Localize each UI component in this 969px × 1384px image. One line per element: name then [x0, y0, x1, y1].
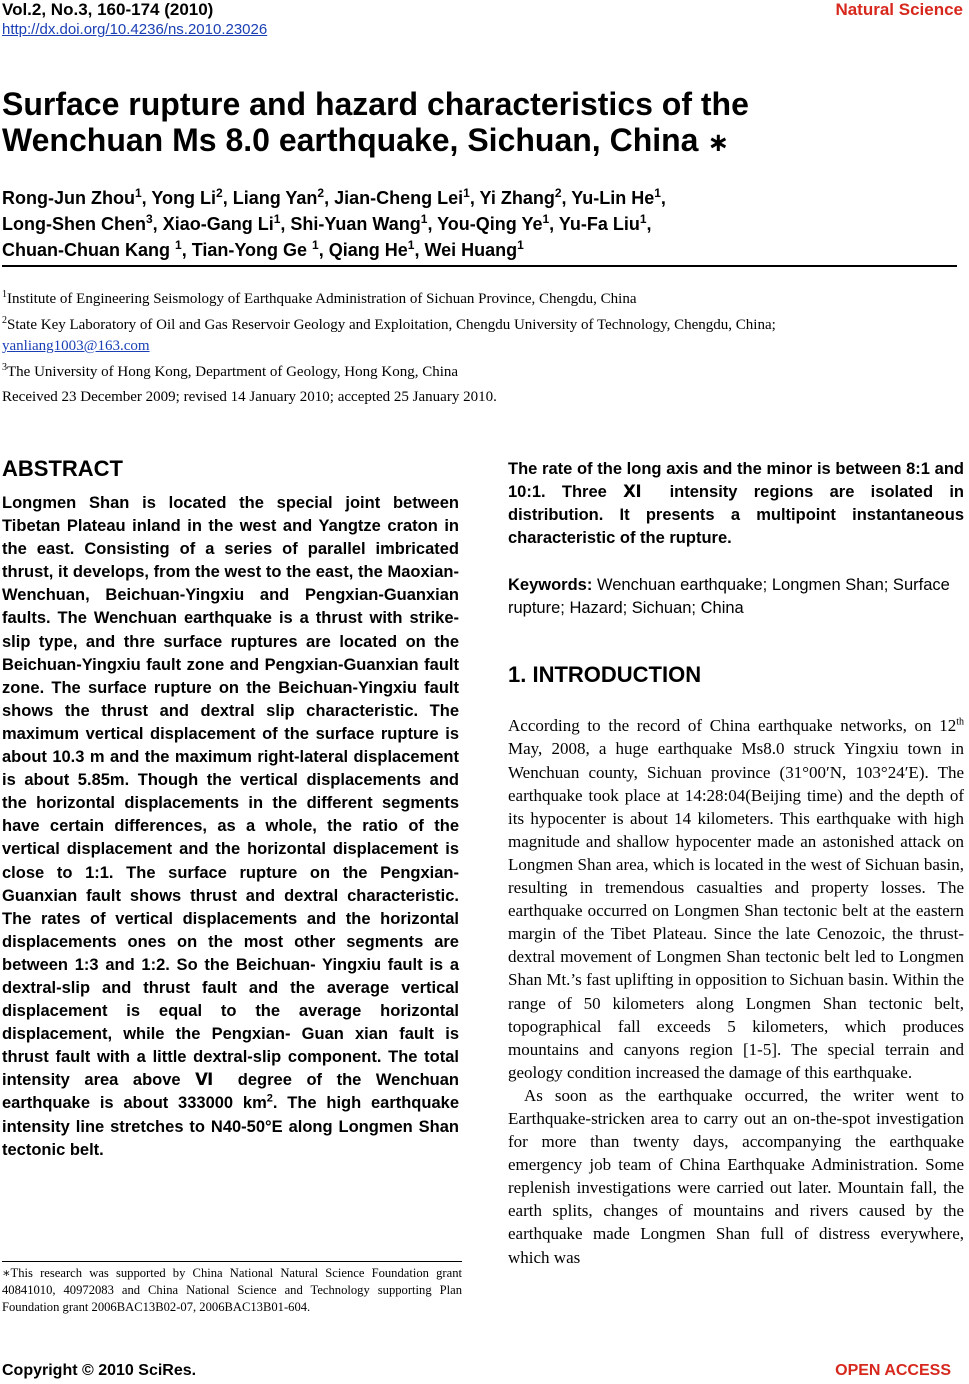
keywords-label: Keywords: [508, 576, 593, 595]
abstract-text-part: degree of the Wenchuan earthquake is about 333000 km [2, 1071, 459, 1113]
author [2, 188, 151, 208]
footnote-divider [2, 1261, 462, 1262]
author [437, 214, 559, 234]
author-separator: , [414, 240, 425, 260]
copyright-notice: Copyright © 2010 SciRes. [2, 1362, 197, 1379]
header-divider [2, 265, 957, 267]
paragraph-text: May, 2008, a huge earthquake Ms8.0 struck Yingxiu town in Wenchuan county, Sichuan province (31°00′N, 103°24′E). The earthquake took place at 14:28:04(Beijing time) and the depth of its hypocenter is about 14 kilometers. This earthquake with high magnitude and shallow hypocenter made an astonished attack on Longmen Shan area, which is located in the west of Sichuan basin, resulting in tremendous casualties and property losses. The earthquake occurred on Longmen Shan tectonic belt at the eastern margin of the Tibet Plateau. Since the late Cenozoic, the thrust-dextral movement of Longmen Shan tectonic belt led to Longmen Shan Mt.’s fast uplifting in opposition to Sichuan basin. Within the range of 50 kilometers along Longmen Shan tectonic belt, topographical fall exceeds 5 kilometers, which produces mountains and canyons region [1-5]. The special terrain and geology condition increased the damage of this earthquake. [508, 739, 964, 1082]
introduction-paragraph-2: As soon as the earthquake occurred, the writer went to Earthquake-stricken area to carry out an on-the-spot investigation for more than twenty days, accompanying the earthquake emergency job team of China Earthquake Administration. Some replenish investigations were carried out later. Mountain fall, the earth splits, changes of mountains and rivers caused by the earthquake made Longmen Shan full of distress everywhere, which was [508, 1085, 964, 1267]
author [329, 240, 425, 260]
keywords-text: Wenchuan earthquake; Longmen Shan; Surface rupture; Hazard; Sichuan; China [508, 576, 950, 618]
abstract-text [2, 492, 459, 1162]
author-affiliation-mark: 1 [312, 238, 319, 252]
author-name: Wei Huang [424, 240, 518, 260]
author-affiliation-mark: 1 [134, 186, 142, 200]
author [2, 214, 163, 234]
author-separator: , [181, 240, 192, 260]
author-name: Long-Shen Chen [2, 214, 146, 234]
author-separator: , [141, 188, 152, 208]
right-column [508, 458, 964, 1269]
author-name: You-Qing Ye [437, 214, 543, 234]
author-affiliation-mark: 1 [542, 212, 550, 226]
author-name: Liang Yan [232, 188, 318, 208]
introduction-paragraph-1 [508, 714, 964, 1084]
author-affiliation-mark: 1 [407, 238, 415, 252]
author [334, 188, 479, 208]
author [151, 188, 232, 208]
intensity-roman-eleven: Ⅺ [623, 483, 654, 502]
author-separator: , [660, 188, 666, 208]
abstract-text-part: The rate of the long axis and the minor is between 8:1 and 10:1. Three [508, 460, 964, 502]
author-affiliation-mark: 2 [554, 186, 562, 200]
author-separator: , [427, 214, 438, 234]
affiliation-2 [2, 310, 964, 357]
left-column [2, 456, 459, 1162]
author [290, 214, 437, 234]
abstract-text-part: Longmen Shan is located the special joint between Tibetan Plateau inland in the west and Yangtze craton in the east. Consisting of a series of parallel imbricated thrust, it develops, from the west to the east, the Maoxian-Wenchuan, Beichuan-Yingxiu and Pengxian-Guanxian faults. The Wenchuan earthquake is a thrust with strike-slip type, and thre surface ruptures are located on the Beichuan-Yingxiu fault zone and Pengxian-Guanxian fault zone. The surface rupture on the Beichuan-Yingxiu fault shows the thrust and dextral slip characteristic. The maximum vertical displacement of the surface rupture is about 10.3 m and the maximum right-lateral displacement is about 5.85m. Though the vertical displacements and the horizontal displacements in the different segments have certain differences, as a whole, the ratio of the vertical displacement and the horizontal displacement is close to 1:1. The surface rupture on the Pengxian-Guanxian fault shows thrust and dextral characteristic. The rates of vertical displacements and the horizontal displacements ones on the most other segments are between 1:3 and 1:2. So the Beichuan- Yingxiu fault is a dextral-slip and thrust fault and the average vertical displacement is equal to the average horizontal displacement, while the Pengxian- Guan xian fault is thrust fault with a little dextral-slip component. The total intensity area above [2, 494, 459, 1090]
introduction-heading: 1. INTRODUCTION [508, 662, 702, 688]
author-affiliation-mark: 1 [517, 238, 524, 252]
ordinal-suffix: th [956, 716, 964, 728]
author-affiliation-mark: 3 [145, 212, 153, 226]
received-dates: Received 23 December 2009; revised 14 January 2010; accepted 25 January 2010. [2, 389, 497, 405]
title-line-2-text: Wenchuan Ms 8.0 earthquake, Sichuan, China [2, 122, 699, 158]
affiliation-text: State Key Laboratory of Oil and Gas Reservoir Geology and Exploitation, Chengdu University of Technology, Chengdu, China; [7, 317, 776, 333]
author-list [2, 185, 952, 263]
author-affiliation-mark: 1 [654, 186, 661, 200]
author-name: Qiang He [328, 240, 408, 260]
author-name: Jian-Cheng Lei [334, 188, 464, 208]
author-name: Yong Li [151, 188, 216, 208]
author-affiliation-mark: 1 [175, 238, 182, 252]
title-footnote-star: ∗ [707, 127, 730, 157]
author [559, 214, 652, 234]
author-separator: , [561, 188, 572, 208]
author-separator: , [152, 214, 163, 234]
author-affiliation-mark: 1 [639, 212, 647, 226]
journal-brand: Natural Science [835, 0, 963, 19]
author-separator: , [324, 188, 335, 208]
author-affiliation-mark: 1 [463, 186, 470, 200]
doi-link[interactable]: http://dx.doi.org/10.4236/ns.2010.23026 [2, 21, 268, 38]
affiliation-number: 3 [2, 362, 7, 373]
journal-reference: Vol.2, No.3, 160-174 (2010) [2, 0, 214, 19]
author-name: Tian-Yong Ge [191, 240, 313, 260]
email-link[interactable]: yanliang1003@163.com [2, 338, 150, 354]
author [480, 188, 572, 208]
abstract-continuation [508, 458, 964, 550]
author-name: Yi Zhang [479, 188, 555, 208]
author-name: Chuan-Chuan Kang [2, 240, 175, 260]
funding-footnote: ∗This research was supported by China National Natural Science Foundation grant 40841010, 40972083 and China National Science and Technology supporting Plan Foundation grant 2006BAC13B02-07, 2006BAC13B01-604. [2, 1266, 462, 1314]
author [233, 188, 334, 208]
author [2, 240, 192, 260]
author-separator: , [318, 240, 329, 260]
author-affiliation-mark: 2 [317, 186, 325, 200]
author [424, 240, 523, 260]
abstract-heading: ABSTRACT [2, 456, 123, 481]
author-separator: , [549, 214, 559, 234]
author-affiliation-mark: 1 [420, 212, 428, 226]
author-name: Xiao-Gang Li [162, 214, 274, 234]
paragraph-text: According to the record of China earthquake networks, on 12 [508, 716, 957, 736]
open-access-label: OPEN ACCESS [835, 1362, 951, 1379]
author-separator: , [222, 188, 233, 208]
affiliation-1 [2, 284, 964, 310]
affiliations [2, 284, 964, 383]
author-affiliation-mark: 2 [216, 186, 223, 200]
author-name: Yu-Fa Liu [558, 214, 640, 234]
author-name: Rong-Jun Zhou [2, 188, 135, 208]
author-name: Yu-Lin He [571, 188, 655, 208]
abstract-text-part: . The high earthquake intensity line stretches to N40-50°E along Longmen Shan tectonic belt. [2, 1094, 459, 1159]
affiliation-number: 1 [2, 289, 7, 300]
title-line-1: Surface rupture and hazard characteristics of the [2, 86, 749, 122]
author [192, 240, 329, 260]
affiliation-number: 2 [2, 315, 7, 326]
affiliation-3 [2, 357, 964, 383]
intensity-roman-six: Ⅵ [195, 1071, 224, 1090]
affiliation-text: The University of Hong Kong, Department of Geology, Hong Kong, China [7, 364, 459, 380]
affiliation-text: Institute of Engineering Seismology of Earthquake Administration of Sichuan Province, Chengdu, China [7, 291, 637, 307]
author-affiliation-mark: 1 [273, 212, 281, 226]
author-separator: , [469, 188, 480, 208]
keywords [508, 574, 964, 620]
author [163, 214, 291, 234]
title-line-2 [2, 122, 942, 160]
superscript-two: 2 [266, 1092, 273, 1105]
author [571, 188, 666, 208]
abstract-text-part: intensity regions are isolated in distribution. It presents a multipoint instantaneous characteristic of the rupture. [508, 483, 964, 548]
author-separator: , [280, 214, 291, 234]
author-separator: , [646, 214, 652, 234]
author-name: Shi-Yuan Wang [290, 214, 421, 234]
paper-title [2, 86, 942, 160]
